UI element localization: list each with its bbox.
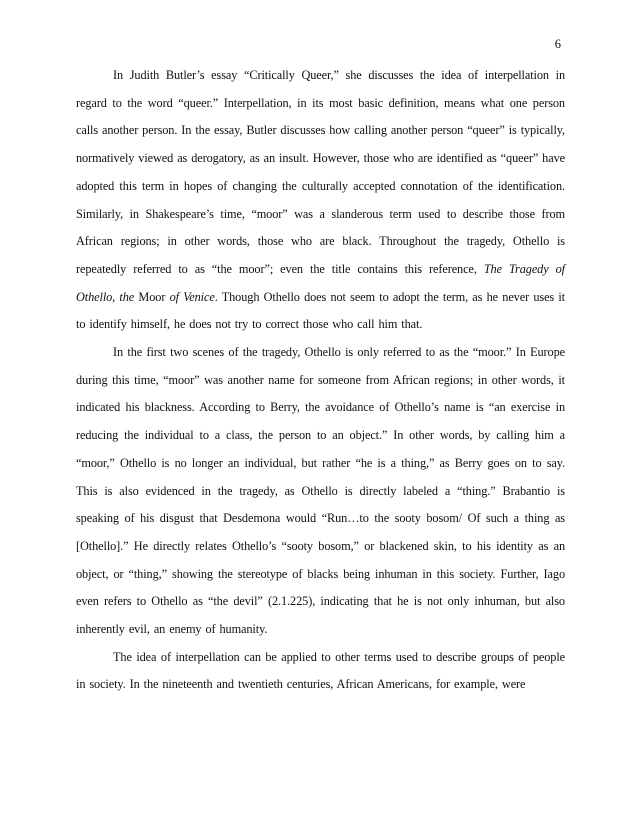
paragraph-1-italic-title-1: The Tragedy of Othello, the: [76, 261, 565, 304]
body-text: [76, 62, 565, 699]
paragraph-3-text: The idea of interpellation can be applied to other terms used to describe groups of people in society. In the nineteenth and twentieth centuries, African Americans, for example, were: [76, 649, 565, 692]
paragraph-1: [76, 62, 565, 339]
paragraph-2-text: In the first two scenes of the tragedy, Othello is only referred to as the “moor.” In Europe during this time, “moor” was another name for someone from African regions; in other words, it indicated his blackness. According to Berry, the avoidance of Othello’s name is “an exercise in reducing the individual to a class, the person to an object.” In other words, by calling him a “moor,” Othello is no longer an individual, but rather “he is a thing,” as Berry goes on to say. This is also evidenced in the tragedy, as Othello is directly labeled a “thing.” Brabantio is speaking of his disgust that Desdemona would “Run…to the sooty bosom/ Of such a thing as [Othello].” He directly relates Othello’s “sooty bosom,” or blackened skin, to his identity as an object, or “thing,” showing the stereotype of blacks being inhuman in this society. Further, Iago even refers to Othello as “the devil” (2.1.225), indicating that he is not only inhuman, but also inherently evil, an enemy of humanity.: [76, 345, 565, 637]
paragraph-2: [76, 339, 565, 644]
paragraph-1-text-2: Moor: [134, 289, 170, 304]
paragraph-1-italic-title-2: of Venice: [169, 289, 215, 304]
page-number: 6: [554, 37, 561, 51]
paragraph-3: [76, 644, 565, 699]
paragraph-1-text-3: . Though Othello does not seem to adopt the term, as he never uses it to identify himself, he does not try to correct those who call him that.: [76, 289, 565, 332]
paragraph-1-text-1: In Judith Butler’s essay “Critically Queer,” she discusses the idea of interpellation in regard to the word “queer.” Interpellation, in its most basic definition, means what one person calls another person. In the essay, Butler discusses how calling another person “queer” is typically, normatively viewed as derogatory, as an insult. However, those who are identified as “queer” have adopted this term in hopes of changing the culturally accepted connotation of the identification. Similarly, in Shakespeare’s time, “moor” was a slanderous term used to describe those from African regions; in other words, those who are black. Throughout the tragedy, Othello is repeatedly referred to as “the moor”; even the title contains this reference,: [76, 68, 565, 276]
